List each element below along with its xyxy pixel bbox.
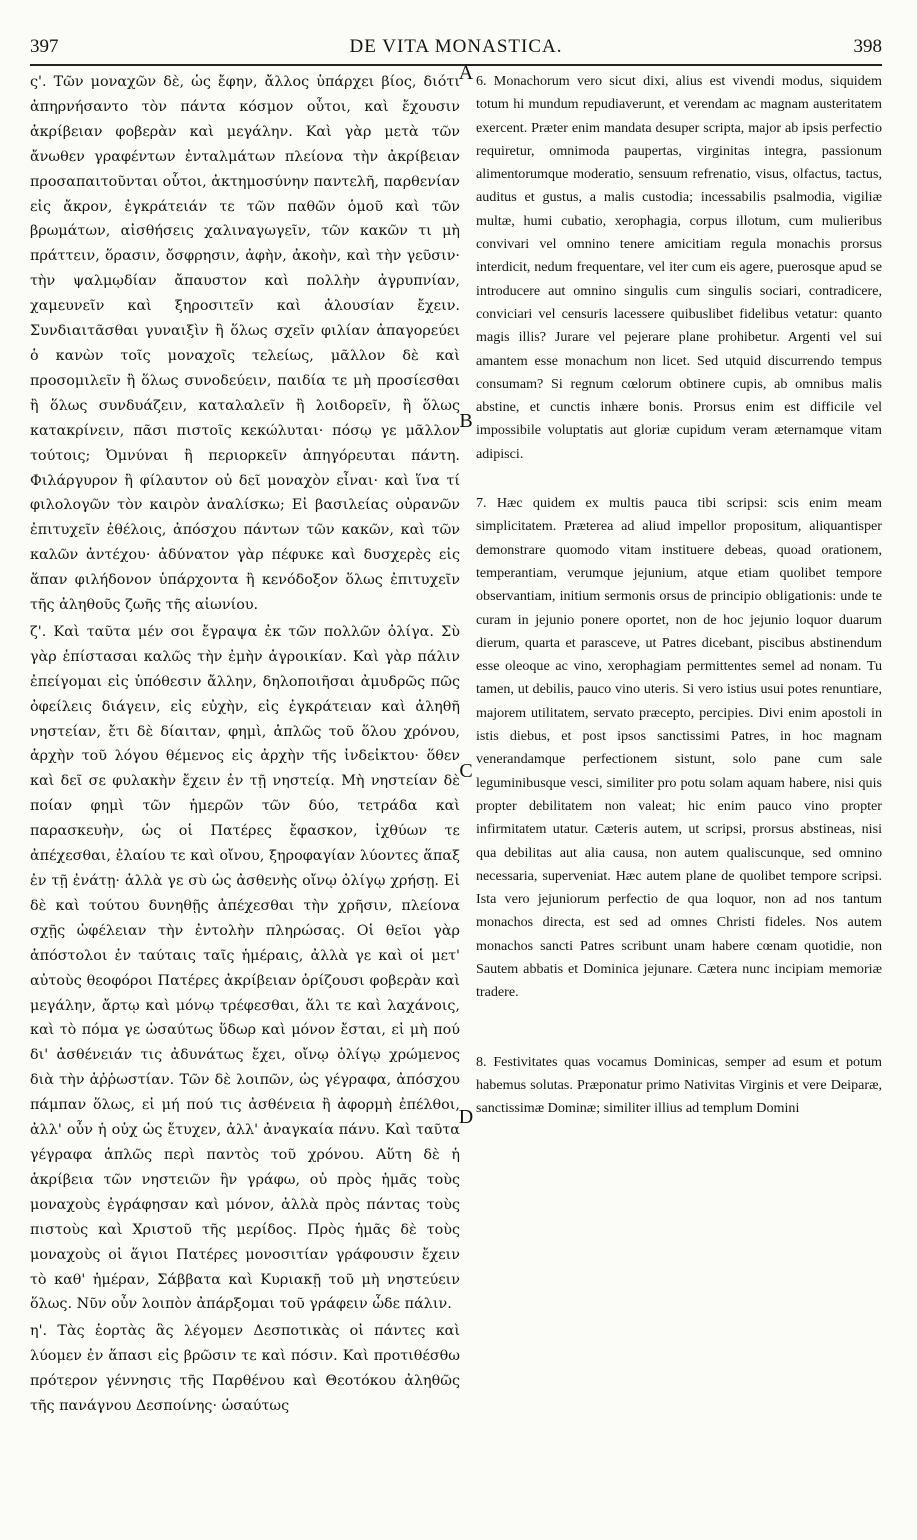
page-header [30,36,882,66]
section-marker-c: C [459,760,473,782]
section-marker-b: B [459,410,473,432]
greek-column [30,70,460,1419]
running-title: DE VITA MONASTICA. [349,36,563,57]
section-marker-d: D [458,1106,474,1128]
latin-paragraph-6: 6. Monachorum vero sicut dixi, alius est vivendi modus, siquidem totum hi mundum repudiaverunt, et verendam ac magnam austeritatem exercent. Præter enim mandata desuper scripta, major ab ipsis perfectio requiretur, omnimoda paupertas, virginitas integra, passionum alimentorumque moderatio, sensuum refrenatio, visus, olfactus, tactus, auditus et gustus, a malis custodia; incessabilis psalmodia, vigiliæ multæ, humi cubatio, xerophagia, corpus illotum, cum mulieribus convivari vel omnino tenere amicitiam regula monachis prorsus interdicit, nedum frequentare, vel iter cum eis agere, puerosque apud se introducere aut omnino singulis cum singulis sociari, contradicere, conviciari vel censuris lacessere quibuslibet fidelibus vetatur: quanto magis illis? Jurare vel pejerare plane prohibetur. Argenti vel sui amantem esse monachum non licet. Sed utquid discurrendo tempus consumam? Si regnum cœlorum obtinere cupis, ab omnibus malis abstine, et cunctis inhære bonis. Prorsus enim est difficile vel impossibile voluptatis aut gloriæ cupidum veram æternamque vitam adipisci. [476,73,882,462]
page-number-right: 398 [853,36,882,57]
latin-paragraph-8: 8. Festivitates quas vocamus Dominicas, semper ad esum et potum habemus solutas. Præponatur primo Nativitas Virginis et vere Deiparæ, sanctissimæ Dominæ; similiter illius ad templum Domini [476,1053,882,1117]
greek-paragraph-8: η'. Τὰς ἑορτὰς ἃς λέγομεν Δεσποτικὰς οἱ πάντες καὶ λύομεν ἐν ἅπασι εἰς βρῶσιν τε καὶ πόσιν. Καὶ προτιθέσθω πρότερον γέννησις τῆς Παρθένου καὶ Θεοτόκου ἀληθῶς τῆς πανάγνου Δεσποίνης· ὡσαύτως [30,1323,460,1415]
greek-paragraph-6: ς'. Τῶν μοναχῶν δὲ, ὡς ἔφην, ἄλλος ὑπάρχει βίος, διότι ἀπηρνήσαντο τὸν πάντα κόσμον οὗτοι, καὶ ἔχουσιν ἀκρίβειαν φοβερὰν καὶ μεγάλην. Καὶ γὰρ μετὰ τῶν ἄνωθεν γραφέντων ἐνταλμάτων πλείονα τὴν ἀκρίβειαν προσαπαιτοῦνται οὗτοι, ἀκτημοσύνην παντελῆ, παρθενίαν εἰς ἄκρον, ἐγκράτειάν τε τῶν παθῶν ὁμοῦ καὶ τῶν βρωμάτων, αἰσθήσεις χαλιναγωγεῖν, τῶν κακῶν τι μὴ πράττειν, ὅρασιν, ὄσφρησιν, ἀφὴν, ἀκοὴν, καὶ τὴν γεῦσιν· τὴν ψαλμῳδίαν ἄπαυστον καὶ πολλὴν ἀγρυπνίαν, χαμευνεῖν καὶ ξηροσιτεῖν καὶ ἀλουσίαν ἔχειν. Συνδιαιτᾶσθαι γυναιξὶν ἢ ὅλως σχεῖν φιλίαν ἀπαγορεύει ὁ κανὼν τοῖς μοναχοῖς τελείως, μᾶλλον δὲ καὶ προσομιλεῖν ἢ ὅλως συνοδεύειν, παιδία τε μὴ προσίεσθαι ἢ ὅλως συνδυάζειν, καταλαλεῖν ἢ λοιδορεῖν, ἢ ὅλως κατακρίνειν, πᾶσι πιστοῖς κεκώλυται· πόσῳ γε μᾶλλον τούτοις; Ὀμνύναι ἢ περιορκεῖν ἀπηγόρευται πάντη. Φιλάργυρον ἢ φίλαυτον οὐ δεῖ μοναχὸν εἶναι· καὶ ἵνα τί φιλολογῶν τὸν καιρὸν ἀναλίσκω; Εἰ βασιλείας οὐρανῶν ἐπιτυχεῖν ἐθέλοις, ἀπόσχου πάντων τῶν κακῶν, καὶ τῶν καλῶν ἀντέχου· ἀδύνατον γὰρ πέφυκε καὶ δυσχερὲς εἰς ἅπαν φιλήδονον ὑπάρχοντα ἢ κενόδοξον ὅλως ἐπιτυχεῖν τῆς ἀληθοῦς ζωῆς τῆς αἰωνίου. [30,74,460,614]
page-number-left: 397 [30,36,59,57]
greek-paragraph-7: ζ'. Καὶ ταῦτα μέν σοι ἔγραψα ἐκ τῶν πολλῶν ὀλίγα. Σὺ γὰρ ἐπίστασαι καλῶς τὴν ἐμὴν ἀγροικίαν. Καὶ γὰρ πάλιν ἐπείγομαι εἰς ὑπόθεσιν ἄλλην, δηλοποιῆσαι ἀμυδρῶς πῶς ὀφείλεις διάγειν, εἰς εὐχὴν, εἰς ἐγκράτειαν καὶ ἀληθῆ νηστείαν, ἔτι δὲ δίαιταν, φημὶ, ἁπλῶς τοῦ ὅλου χρόνου, ἀρχὴν τοῦ λόγου θέμενος εἰς ἀρχὴν τῆς ἰνδεἰκτου· ὅθεν καὶ δεῖ σε φυλακὴν ἔχειν ἐν τῇ νηστείᾳ. Μὴ νηστείαν δὲ ποίαν φημὶ τῶν ἡμερῶν τῶν δύο, τετράδα καὶ παρασκευὴν, ὡς οἱ Πατέρες ἔφασκον, ἰχθύων τε ἀπέχεσθαι, ἐλαίου τε καὶ οἴνου, ξηροφαγίαν λύοντες ἅπαξ ἐν τῇ ἐνάτῃ· ἀλλὰ γε σὺ ὡς ἀσθενὴς οἴνῳ ὀλίγῳ χρήσῃ. Εἰ δὲ καὶ τούτου δυνηθῇς ἀπέχεσθαι τὴν χρῆσιν, πλείονα σχῇς ὠφέλειαν τὴν ἐντολὴν πληρώσας. Οἱ θεῖοι γὰρ ἀπόστολοι ἐν ταύταις ταῖς ἡμέραις, ἀλλὰ γε καὶ οἱ μετ' αὐτοὺς θεοφόροι Πατέρες ἀκρίβειαν ὁρίζουσι φοβερὰν καὶ μεγάλην, ἄρτῳ καὶ μόνῳ τρέφεσθαι, ἅλι τε καὶ λαχάνοις, καὶ τὸ πόμα γε ὡσαύτως ὕδωρ καὶ μόνον ἔσται, εἰ μὴ πού δι' ἀσθένειάν τις ἀδυνάτως ἔχει, οἴνῳ ὀλίγῳ χρώμενος διὰ τὴν ἀῤῥωστίαν. Τῶν δὲ λοιπῶν, ὡς γέγραφα, ἀπόσχου πάμπαν ὅλως, εἰ μή πού τις ἀσθένεια ἢ ἀφορμὴ ἐπέλθοι, ἀλλ' οὖν ἡ οὐχ ὡς ἔτυχεν, ἀλλ' ἀναγκαία πάνυ. Καὶ ταῦτα γέγραφα ἁπλῶς περὶ παντὸς τοῦ χρόνου. Αὕτη δὲ ἡ ἀκρίβεια τῶν νηστειῶν ἣν γράφω, οὐ πρὸς ἡμᾶς τοὺς μοναχοὺς ἐγράφησαν καὶ μόνον, ἀλλὰ πρὸς πάντας τοὺς πιστοὺς καὶ Χριστοῦ τῆς μερίδος. Πρὸς ἡμᾶς δὲ τοὺς μοναχοὺς οἱ ἅγιοι Πατέρες μονοσιτίαν γράφουσιν ἔχειν τὸ καθ' ἡμέραν, Σάββατα καὶ Κυριακῇ τοῦ μὴ νηστεύειν ὅλως. Νῦν οὖν λοιπὸν ἀπάρξομαι τοῦ γράφειν ὧδε πάλιν. [30,623,460,1313]
latin-paragraph-7: 7. Hæc quidem ex multis pauca tibi scripsi: scis enim meam simplicitatem. Præterea ad aliud impellor propositum, aliquantisper demonstrare quomodo vitam instituere debeas, quoad orationem, temperantiam, verumque jejunium, atque etiam quolibet tempore observantiam, initium sermonis orsus de principio obligationis: unde te curam in jejunio ponere oportet, non de hoc jejunio loquor duarum dierum, quarta et parasceve, ut Patres dicebant, piscibus abstinendum esse oleoque ac vino, xerophagiam permittentes semel ad nonam. Tu tamen, ut debilis, pauco vino uteris. Si vero istius usui potes renuntiare, majorem utilitatem, servato præcepto, percipies. Divi enim apostoli in istis diebus, et post ipsos sanctissimi Patres, in hoc magnam venerandamque perfectionem sistunt, solo pane cum sale leguminibusque vesci, similiter pro potu solam aquam habere, nisi quis propter debilitatem non valeat; hic enim pauco vino propter infirmitatem utatur. Cæteris autem, ut scripsi, prorsus abstineas, nisi qua debilitas aut alia causa, non autem qualiscunque, sed omnino necessaria, superveniat. Hæc autem plane de quolibet tempore scripsi. Ista vero jejuniorum perfectio de qua loquor, non ad nos tantum monachos directa, est sed ad omnes Christi fideles. Nos autem monachos sancti Patres scribunt unam habere cœnam quotidie, non Sautem abbatis et Dominica jejunare. Cætera nunc incipiam memoriæ tradere. [476,495,882,1001]
section-marker-a: A [458,62,474,84]
latin-column [476,70,882,1120]
